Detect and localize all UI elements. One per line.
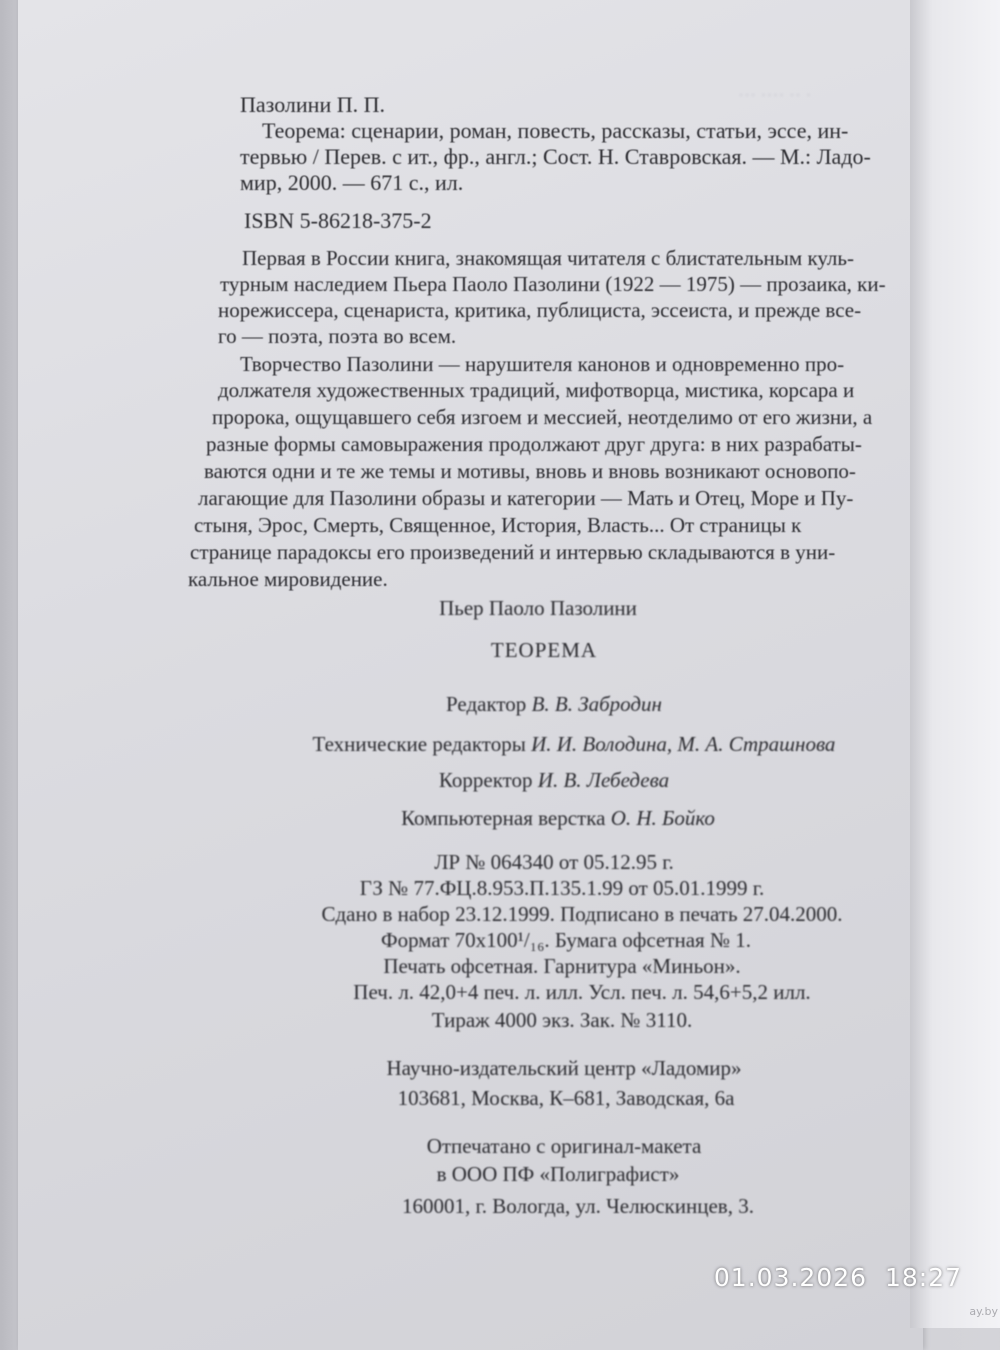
annotation-line: Первая в России книга, знакомящая читателя с блистательным куль- [242,246,854,270]
show-through-text: ··· ···· ·· · [738,85,812,105]
photo-timestamp [714,1263,962,1292]
annotation-line: го — поэта, поэта во всем. [218,324,457,348]
printer-line: Отпечатано с оригинал-макета [426,1134,702,1158]
annotation-line: турным наследием Пьера Паоло Пазолини (1922 — 1975) — прозаика, ки- [220,272,886,296]
corrector-label: Корректор [438,768,533,792]
layout-credit [208,806,908,831]
photo-date: 01.03.2026 [713,1263,868,1292]
tech-detail-line: Печать офсетная. Гарнитура «Миньон». [383,954,741,978]
tech-detail-line: ГЗ № 77.ФЦ.8.953.П.135.1.99 от 05.01.1999 г. [359,876,765,900]
corrector-credit [204,768,904,793]
annotation-line: Творчество Пазолини — нарушителя канонов и одновременно про- [240,352,845,376]
isbn: ISBN 5-86218-375-2 [244,208,432,233]
tech-editors-names: И. И. Володина, М. А. Страшнова [531,732,836,756]
corrector-name: И. В. Лебедева [537,768,670,792]
layout-name: О. Н. Бойко [610,806,715,830]
layout-label: Компьютерная верстка [401,806,606,830]
tech-detail-line: Сдано в набор 23.12.1999. Подписано в печать 27.04.2000. [321,902,843,926]
tech-editors-credit [214,732,923,757]
tech-detail-line: Печ. л. 42,0+4 печ. л. илл. Усл. печ. л. 54,6+5,2 илл. [353,980,811,1004]
publisher-line: 103681, Москва, К–681, Заводская, 6а [397,1086,735,1110]
publisher-line: Научно-издательский центр «Ладомир» [386,1056,742,1080]
editor-name: В. В. Забродин [531,692,662,716]
annotation-line: ваются одни и те же темы и мотивы, вновь и вновь возникают основопо- [204,459,856,483]
annotation-line: должателя художественных традиций, мифотворца, мистика, корсара и [218,378,855,402]
tech-editors-label: Технические редакторы [312,732,526,756]
printer-line: в ООО ПФ «Полиграфист» [436,1162,680,1186]
watermark: ay.by [969,1305,998,1318]
photo-time: 18:27 [884,1263,962,1292]
imprint-title: ТЕОРЕМА [490,638,598,662]
editor-label: Редактор [446,692,527,716]
annotation-line: норежиссера, сценариста, критика, публициста, эссеиста, и прежде все- [218,298,862,322]
adjacent-page-edge [910,0,1000,1328]
tech-detail-line: Формат 70х100¹/₁₆. Бумага офсетная № 1. [381,928,751,952]
editor-credit [204,692,904,717]
imprint-author: Пьер Паоло Пазолини [439,596,637,620]
catalog-line: Теорема: сценарии, роман, повесть, рассказы, статьи, эссе, ин- [262,118,849,143]
annotation-line: пророка, ощущавшего себя изгоем и мессией, неотделимо от его жизни, а [212,405,873,429]
annotation-line: кальное мировидение. [188,567,388,591]
annotation-line: лагающие для Пазолини образы и категории — Мать и Отец, Море и Пу- [198,486,854,510]
catalog-line: мир, 2000. — 671 с., ил. [240,170,464,195]
catalog-line: тервью / Перев. с ит., фр., англ.; Сост. Н. Ставровская. — М.: Ладо- [240,144,871,169]
annotation-line: разные формы самовыражения продолжают друг друга: в них разрабаты- [206,432,862,456]
catalog-author: Пазолини П. П. [240,92,385,117]
book-page [18,0,923,1350]
annotation-line: странице парадоксы его произведений и интервью складываются в уни- [190,540,836,564]
tech-detail-line: Тираж 4000 экз. Зак. № 3110. [431,1008,693,1032]
annotation-line: стыня, Эрос, Смерть, Священное, История, Власть... От страницы к [194,513,802,537]
tech-detail-line: ЛР № 064340 от 05.12.95 г. [434,850,674,874]
printer-line: 160001, г. Вологда, ул. Челюскинцев, 3. [402,1194,754,1218]
